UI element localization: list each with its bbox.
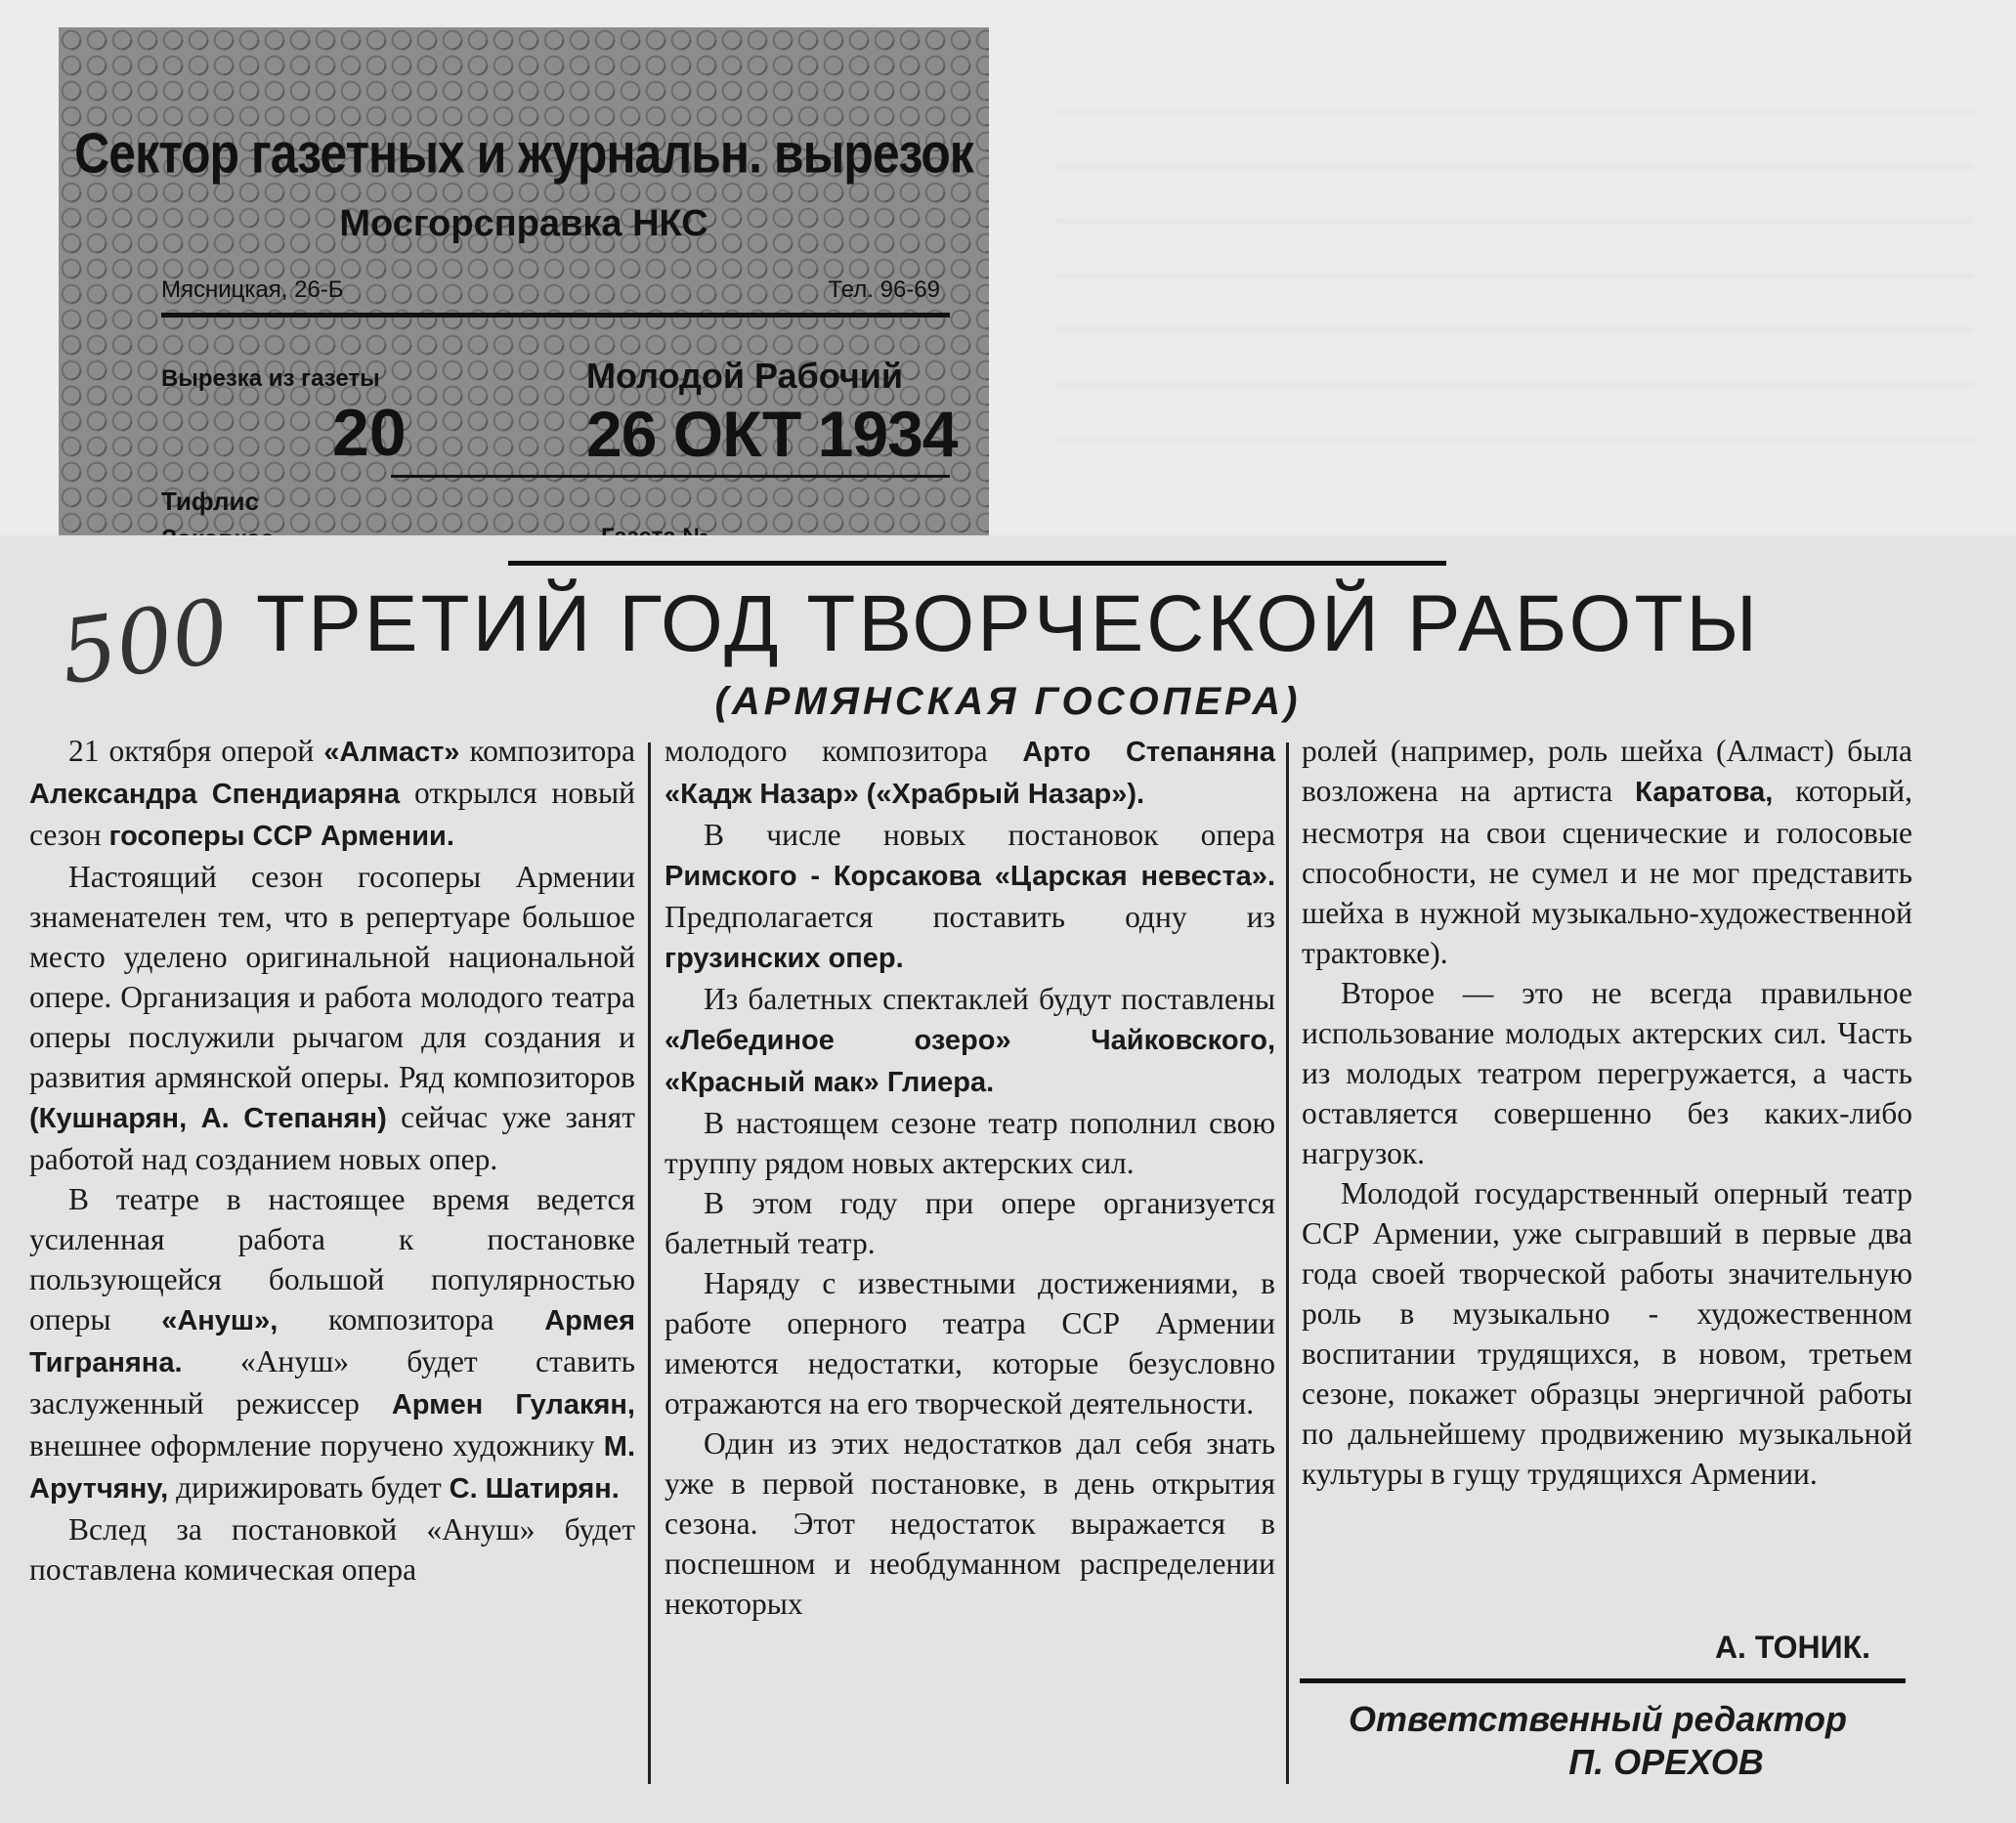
article-paragraph: [29, 857, 635, 1179]
stamp-date: 26 ОКТ 1934: [586, 398, 958, 470]
text-run: Молодой государственный оперный театр ССР Армении, уже сыгравший в первые два года своей творческой работы значительную роль в музыкально - художественном воспитании трудящихся, в новом, третьем сезоне, покажет образцы энергичной работы по дальнейшему продвижению музыкальной культуры в гущу трудящихся Армении.: [1302, 1176, 1912, 1491]
stamp-cut-label: Вырезка из газеты: [161, 365, 380, 392]
article-paragraph: [665, 1103, 1275, 1183]
text-run: Второе — это не всегда правильное использование молодых актерских сил. Часть из молодых театром перегружается, а часть оставляется совершенно без каких-либо нагрузок.: [1302, 976, 1912, 1170]
bold-run: «Ануш»,: [161, 1305, 279, 1336]
article-paragraph: [665, 815, 1275, 979]
article-paragraph: [1302, 731, 1912, 973]
bold-run: грузинских опер.: [665, 943, 904, 974]
text-run: Вслед за постановкой «Ануш» будет поставлена комическая опера: [29, 1512, 635, 1587]
column-divider: [648, 742, 651, 1784]
text-run: В настоящем сезоне театр пополнил свою труппу рядом новых актерских сил.: [665, 1106, 1275, 1180]
text-run: ролей (например, роль шейха (Алмаст) была возложена на артиста: [1302, 734, 1912, 808]
article-paragraph: [29, 1179, 635, 1509]
text-run: внешнее оформление поручено художнику: [29, 1428, 604, 1463]
headline-top-rule: [508, 561, 1446, 566]
archive-stamp-label: [59, 27, 989, 570]
article-paragraph: [29, 731, 635, 857]
text-run: [859, 776, 867, 810]
bold-run: С. Шатирян.: [449, 1473, 620, 1505]
stamp-divider: [161, 313, 950, 318]
text-run: молодого композитора: [665, 734, 1023, 768]
text-run: В этом году при опере организуется балетный театр.: [665, 1186, 1275, 1260]
text-run: Настоящий сезон госоперы Армении знаменателен тем, что в репертуаре большое место уделено оригинальной национальной опере. Организация и работа молодого театра оперы послужили рычагом для создания и развития армянской оперы. Ряд композиторов: [29, 860, 635, 1094]
article-column-3: [1302, 731, 1912, 1494]
text-run: В числе новых постановок опера: [704, 818, 1275, 852]
handwritten-number: 500: [54, 579, 236, 705]
bold-run: Армея Тиграняна.: [29, 1305, 635, 1378]
bold-run: Римского - Корсакова «Царская невеста».: [665, 861, 1275, 892]
bold-run: Армен Гулакян,: [391, 1389, 635, 1420]
article-paragraph: [665, 1423, 1275, 1624]
text-run: Предполагается поставить одну из: [665, 900, 1275, 934]
stamp-sector-title: Сектор газетных и журнальн. вырезок: [74, 121, 973, 186]
bleed-through-area: [1055, 59, 1974, 469]
text-run: В театре в настоящее время ведется усиленная работа к постановке пользующейся большой популярностью оперы: [29, 1182, 635, 1336]
text-run: «Ануш» будет ставить заслуженный режиссер: [29, 1344, 635, 1420]
bold-run: Каратова,: [1635, 777, 1774, 808]
text-run: 21 октября оперой: [68, 734, 324, 768]
article-paragraph: [665, 1183, 1275, 1263]
text-run: Из балетных спектаклей будут поставлены: [704, 982, 1275, 1016]
stamp-organization: Мосгорсправка НКС: [339, 203, 708, 244]
article-headline: ТРЕТИЙ ГОД ТВОРЧЕСКОЙ РАБОТЫ: [255, 579, 1761, 668]
article-paragraph: [1302, 973, 1912, 1173]
stamp-phone: Тел. 96-69: [828, 276, 940, 303]
article-end-rule: [1300, 1678, 1906, 1683]
text-run: композитора: [278, 1302, 545, 1336]
text-run: открылся новый сезон: [29, 776, 635, 852]
text-run: который, несмотря на свои сценические и голосовые способности, не сумел и не мог представить шейха в нужной музыкально-художественной трактовке).: [1302, 774, 1912, 970]
bold-run: («Храбрый Назар»).: [866, 779, 1145, 810]
stamp-number: 20: [332, 396, 407, 470]
bold-run: «Алмаст»: [323, 737, 460, 768]
stamp-address: Мясницкая, 26-Б: [161, 276, 344, 303]
text-run: Один из этих недостатков дал себя знать уже в первой постановке, в день открытия сезона. Этот недостаток выражается в поспешном и необдуманном распределении некоторых: [665, 1426, 1275, 1621]
article-paragraph: [29, 1509, 635, 1590]
bold-run: Арто Степаняна «Кадж Назар»: [665, 737, 1275, 810]
bold-run: М. Арутчяну,: [29, 1431, 635, 1505]
text-run: Наряду с известными достижениями, в работе оперного театра ССР Армении имеются недостатки, которые безусловно отражаются на его творческой деятельности.: [665, 1266, 1275, 1420]
editor-name: П. ОРЕХОВ: [1568, 1742, 1764, 1782]
column-divider: [1286, 742, 1289, 1784]
stamp-newspaper-name: Молодой Рабочий: [586, 356, 904, 396]
article-author: А. ТОНИК.: [1714, 1630, 1870, 1665]
stamp-city: Тифлис: [161, 487, 259, 516]
bold-run: «Лебединое озеро» Чайковского, «Красный мак» Глиера.: [665, 1025, 1275, 1098]
bold-run: (Кушнарян, А. Степанян): [29, 1103, 387, 1134]
article-column-2: [665, 731, 1275, 1624]
article-paragraph: [665, 1263, 1275, 1423]
text-run: сейчас уже занят работой над созданием новых опер.: [29, 1100, 635, 1176]
text-run: композитора: [459, 734, 635, 768]
article-paragraph: [665, 979, 1275, 1103]
stamp-date-underline: [391, 475, 950, 478]
editor-title: Ответственный редактор: [1348, 1699, 1848, 1739]
bold-run: госоперы ССР Армении.: [108, 821, 454, 852]
bold-run: Александра Спендиаряна: [29, 779, 401, 810]
text-run: дирижировать будет: [168, 1470, 450, 1505]
editor-credit: [1319, 1698, 1876, 1784]
article-column-1: [29, 731, 635, 1590]
article-paragraph: [1302, 1173, 1912, 1494]
article-subheadline: (АРМЯНСКАЯ ГОСОПЕРА): [714, 680, 1302, 723]
article-paragraph: [665, 731, 1275, 815]
